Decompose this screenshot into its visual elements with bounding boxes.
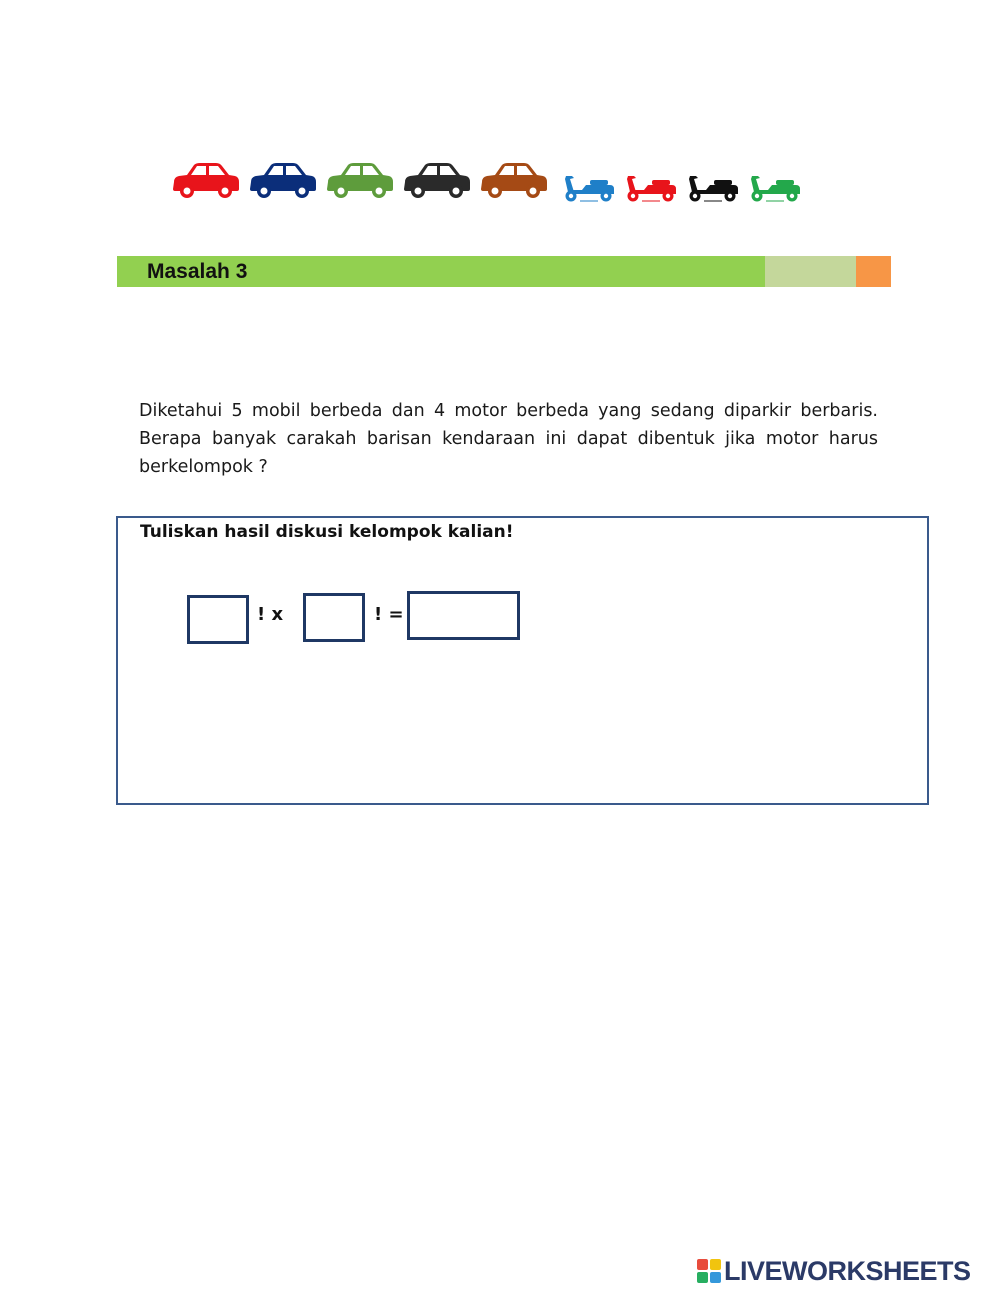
factorial-equals-operator: ! = bbox=[374, 604, 404, 625]
factorial-times-operator: ! x bbox=[257, 604, 284, 625]
section-title: Masalah 3 bbox=[147, 260, 248, 283]
scooter-red-icon bbox=[622, 170, 678, 208]
scooter-blue-icon bbox=[560, 170, 616, 208]
car-brown-icon bbox=[478, 160, 550, 204]
car-red-icon bbox=[170, 160, 242, 204]
factorial-input-1[interactable] bbox=[187, 595, 249, 644]
answer-heading: Tuliskan hasil diskusi kelompok kalian! bbox=[140, 522, 514, 542]
scooter-green-icon bbox=[746, 170, 802, 208]
liveworksheets-brand bbox=[697, 1254, 997, 1288]
header-bar-light bbox=[765, 256, 856, 287]
section-header bbox=[117, 256, 891, 287]
scooter-black-icon bbox=[684, 170, 740, 208]
car-green-icon bbox=[324, 160, 396, 204]
car-black-icon bbox=[401, 160, 473, 204]
problem-statement: Diketahui 5 mobil berbeda dan 4 motor berbeda yang sedang diparkir berbaris. Berapa banyak carakah barisan kendaraan ini dapat dibentuk jika motor harus berkelompok ? bbox=[139, 401, 878, 477]
vehicle-illustration bbox=[170, 158, 810, 206]
brand-name: LIVEWORKSHEETS bbox=[724, 1256, 971, 1286]
car-blue-icon bbox=[247, 160, 319, 204]
liveworksheets-logo-icon bbox=[697, 1259, 721, 1283]
header-bar-accent bbox=[856, 256, 891, 287]
answer-panel bbox=[116, 516, 929, 805]
result-input[interactable] bbox=[407, 591, 520, 640]
factorial-input-2[interactable] bbox=[303, 593, 365, 642]
